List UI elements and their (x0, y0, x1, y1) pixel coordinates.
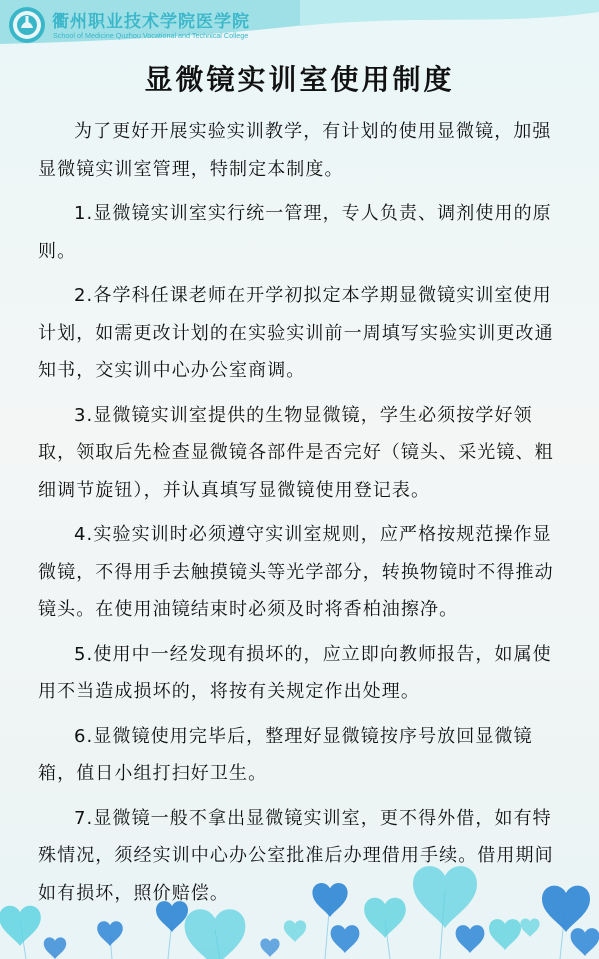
rule-3: 3.显微镜实训室提供的生物显微镜，学生必须按学好领取，领取后先检查显微镜各部件是否完好（镜头、采光镜、粗细调节旋钮），并认真填写显微镜使用登记表。 (38, 404, 554, 501)
rule-2: 2.各学科任课老师在开学初拟定本学期显微镜实训室使用计划，如需更改计划的在实验实训前一周填写实验实训更改通知书，交实训中心办公室商调。 (38, 285, 554, 381)
heart-icons (0, 866, 599, 959)
rules-body (38, 113, 568, 919)
school-emblem-icon (8, 6, 46, 44)
rule-1: 1.显微镜实训室实行统一管理，专人负责、调剂使用的原则。 (38, 203, 552, 262)
page-title: 显微镜实训室使用制度 (144, 63, 455, 96)
school-name-en: School of Medicine Quzhou Vocational and Technical College (53, 31, 249, 40)
hearts-decoration (0, 850, 599, 959)
rule-6: 6.显微镜使用完毕后，整理好显微镜按序号放回显微镜箱，值日小组打扫好卫生。 (38, 725, 533, 784)
rule-7: 7.显微镜一般不拿出显微镜实训室，更不得外借，如有特殊情况，须经实训中心办公室批准后办理借用手续。借用期间如有损坏，照价赔偿。 (38, 807, 554, 904)
intro-paragraph: 为了更好开展实验实训教学，有计划的使用显微镜，加强显微镜实训室管理，特制定本制度。 (38, 121, 552, 180)
rule-4: 4.实验实训时必须遵守实训室规则，应严格按规范操作显微镜，不得用手去触摸镜头等光学部分，转换物镜时不得推动镜头。在使用油镜结束时必须及时将香柏油擦净。 (38, 524, 554, 620)
school-name-cn: 衢州职业技术学院医学院 (52, 12, 250, 32)
rule-5: 5.使用中一经发现有损坏的，应立即向教师报告，如属使用不当造成损坏的，将按有关规定作出处理。 (38, 643, 552, 702)
